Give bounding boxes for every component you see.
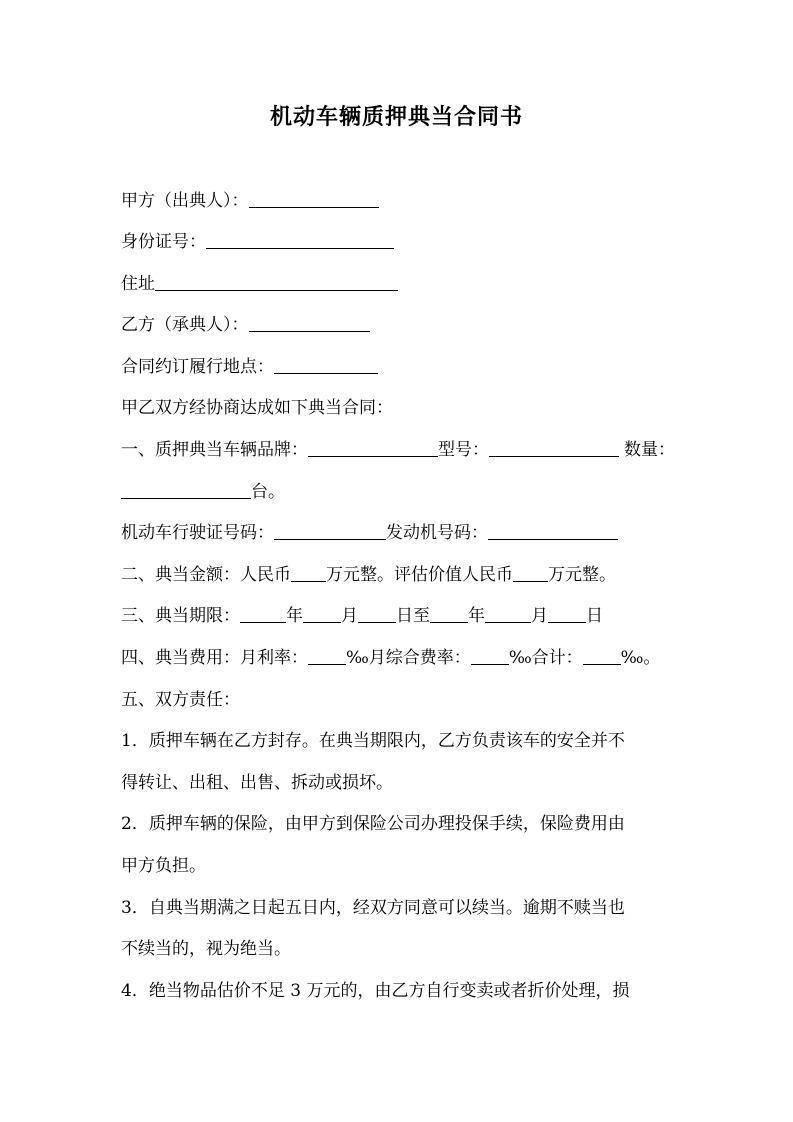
address-blank: [155, 270, 398, 291]
year-text: 年: [468, 606, 485, 626]
id-number-blank: [206, 228, 394, 249]
item1-line: [121, 435, 675, 465]
party-b-blank: [249, 311, 370, 332]
item1-label: 一、质押典当车辆品牌：: [121, 440, 308, 460]
address-line: [121, 269, 398, 299]
clause1-line1: 1．质押车辆在乙方封存。在典当期限内，乙方负责该车的安全并不: [121, 731, 625, 751]
party-a-blank: [249, 187, 379, 208]
monthly-rate-blank: [308, 644, 346, 665]
item2-unit1: 万元整。评估价值人民币: [326, 565, 513, 585]
brand-blank: [308, 436, 438, 457]
quantity-unit: 台。: [251, 482, 285, 502]
id-number-label: 身份证号：: [121, 232, 206, 252]
total-text: ‰合计：: [508, 648, 583, 668]
item4-line: [121, 643, 660, 673]
model-blank: [489, 436, 619, 457]
year-text: 年: [286, 606, 303, 626]
start-month-blank: [303, 602, 341, 623]
party-b-line: [121, 310, 370, 340]
day-to-text: 日至: [396, 606, 430, 626]
start-year-blank: [240, 602, 286, 623]
quantity-label: 数量：: [624, 440, 675, 460]
clause4-line1: 4．绝当物品估价不足 3 万元的，由乙方自行变卖或者折价处理，损: [121, 981, 630, 1001]
month-text: 月: [531, 606, 548, 626]
rate-text: ‰月综合费率：: [346, 648, 471, 668]
end-month-blank: [485, 602, 531, 623]
clause2-line1: 2．质押车辆的保险，由甲方到保险公司办理投保手续，保险费用由: [121, 814, 625, 834]
id-number-line: [121, 227, 394, 257]
item3-line: [121, 601, 603, 631]
license-label: 机动车行驶证号码：: [121, 523, 274, 543]
item2-unit2: 万元整。: [548, 565, 616, 585]
item5-line: 五、双方责任：: [121, 690, 240, 710]
valuation-blank: [513, 561, 548, 582]
party-b-label: 乙方（承典人）：: [121, 315, 249, 335]
day-text: 日: [586, 606, 603, 626]
party-a-label: 甲方（出典人）：: [121, 191, 249, 211]
item4-label: 四、典当费用：月利率：: [121, 648, 308, 668]
fee-rate-blank: [471, 644, 509, 665]
quantity-blank: [121, 478, 251, 499]
license-blank: [274, 519, 386, 540]
clause3-line1: 3．自典当期满之日起五日内，经双方同意可以续当。逾期不赎当也: [121, 898, 625, 918]
engine-label: 发动机号码：: [386, 523, 488, 543]
item2-line: [121, 560, 616, 590]
clause1-line2: 得转让、出租、出售、拆动或损坏。: [121, 773, 393, 793]
contract-place-label: 合同约订履行地点：: [121, 357, 274, 377]
model-label: 型号：: [438, 440, 489, 460]
start-day-blank: [358, 602, 396, 623]
end-day-blank: [548, 602, 586, 623]
engine-blank: [488, 519, 618, 540]
clause3-line2: 不续当的，视为绝当。: [121, 939, 291, 959]
party-a-line: [121, 186, 379, 216]
intro-line: 甲乙双方经协商达成如下典当合同：: [121, 398, 393, 418]
month-text: 月: [341, 606, 358, 626]
item2-label: 二、典当金额：人民币: [121, 565, 291, 585]
contract-place-line: [121, 352, 378, 382]
document-title: 机动车辆质押典当合同书: [269, 104, 523, 130]
end-year-blank: [430, 602, 468, 623]
contract-place-blank: [274, 353, 378, 374]
amount-blank: [291, 561, 326, 582]
license-line: [121, 518, 618, 548]
item1-cont-line: [121, 477, 285, 507]
total-blank: [583, 644, 621, 665]
clause2-line2: 甲方负担。: [121, 856, 206, 876]
address-label: 住址: [121, 274, 155, 294]
item3-label: 三、典当期限：: [121, 606, 240, 626]
permille-text: ‰。: [620, 648, 661, 668]
